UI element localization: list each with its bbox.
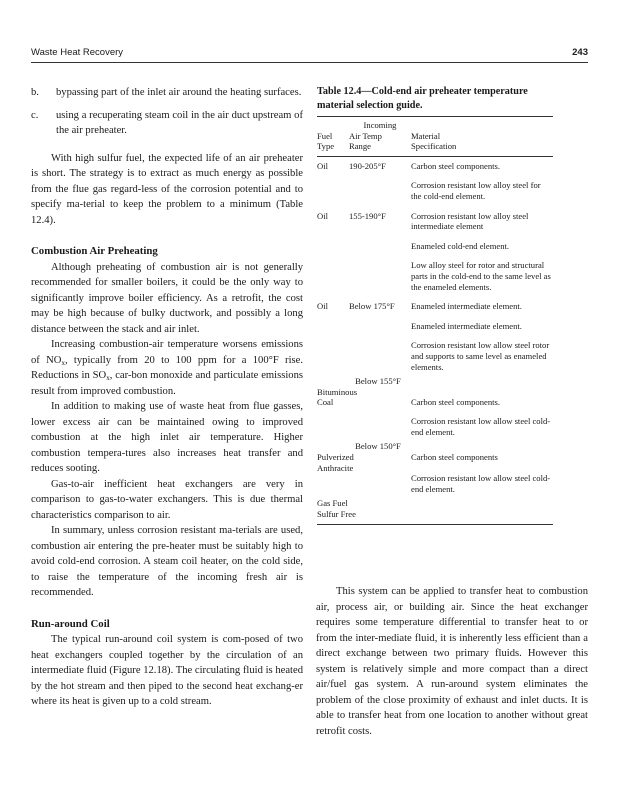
page-number: 243 [572,47,588,58]
left-column [31,85,303,710]
cell-spec: Low alloy steel for rotor and structural parts in the cold-end to the same level as the enameled elements. [411,260,551,292]
running-header [31,47,588,61]
cell-fuel: Oil [317,210,328,221]
cell-spec: Carbon steel components. [411,396,501,407]
table-12-4 [317,85,553,525]
subscript: x [106,374,110,382]
cell-spec: Carbon steel components [411,452,498,463]
header-rule [31,62,588,63]
paragraph: With high sulfur fuel, the expected life of an air preheater is short. The strategy is to extract as much energy as possible from the flue gas regard-less of the corrosion potential and to specify ma-terial to keep the problem to a minimum (Table 12.4). [31,152,303,226]
header-fuel-type: Fuel Type [317,130,335,152]
list-text: bypassing part of the inlet air around the heating surfaces. [56,87,302,98]
text-run: Increasing combustion-air temperature worsens emissions of NO [31,339,303,366]
cell-spec: Enameled intermediate element. [411,301,522,312]
cell-temp: Below 155°F [355,376,401,387]
cell-temp: Below 150°F [355,441,401,452]
cell-spec: Corrosion resistant low allow steel cold-end element. [411,473,551,494]
paragraph: The typical run-around coil system is com-posed of two heat exchangers coupled together by the circulation of an intermediate fluid (Figure 12.18). The circulating fluid is heated by the hot stream and then piped to the second heat exchang-er where its heat is given up to a cold stream. [31,634,303,707]
header-material-spec: Material Specification [411,130,457,152]
list-item [31,108,303,139]
list-text: using a recuperating steam coil in the air duct upstream of the air preheater. [56,109,303,136]
cell-temp: Below 175°F [349,301,395,312]
paragraph-nox [31,337,303,399]
cell-spec: Carbon steel components. [411,160,501,171]
cell-spec: Corrosion resistant low alloy steel for the cold-end element. [411,180,541,201]
running-title: Waste Heat Recovery [31,47,124,58]
cell-fuel: Bituminous Coal [317,386,358,408]
header-air-temp: Incoming Air Temp Range [349,120,397,152]
text-run: , typically from 20 to 100 ppm for a 100°F rise. Reductions in SO [31,354,303,381]
table-bottom-rule [317,524,553,525]
cell-spec: Corrosion resistant low alloy steel intermediate element [411,210,529,232]
paragraph: This system can be applied to transfer heat to combustion air, process air, or building air. Since the heat exchanger requires some temperature differential to transfer heat to or from the inter-mediate fluid, it is inherently less efficient than a direct exchange between two primary fluids. However this system is relatively simple and more compact than a direct air/fuel gas system. A run-around system eliminates the problem of the close proximity of exhaust and inlet ducts. It is able to transfer heat from one location to another without great retrofit costs. [316,586,588,737]
section-heading-combustion-air: Combustion Air Preheating [31,245,158,257]
paragraph: Gas-to-air inefficient heat exchangers are very in comparison to gas-to-water exchangers. This is due thermal characteristics comparison to air. [31,478,303,521]
paragraph: In addition to making use of waste heat from flue gasses, lower excess air can be maintained owing to improved combustion at the high inlet air temperature. Higher combustion tempera-tures also increases heat transfer and reduces sooting. [31,401,303,474]
cell-temp: 190-205°F [349,160,386,171]
table-title: Table 12.4—Cold-end air preheater temperature material selection guide. [317,86,528,111]
cell-spec: Corrosion resistant low allow steel rotor and supports to same level as enameled elements. [411,340,550,372]
list-marker: b. [31,87,39,98]
subscript: x [61,358,65,367]
paragraph: Although preheating of combustion air is not generally recommended for smaller boilers, it could be the only way to significantly improve boiler efficiency. As a retrofit, the cost may be high because of bulky ductwork, and possibly a long distance between the stack and air inlet. [31,261,303,335]
text-run: , car-bon monoxide and particulate emissions result from improved combustion. [31,370,304,397]
list-item [31,85,303,101]
section-heading-run-around-coil: Run-around Coil [31,617,110,630]
cell-temp: 155-190°F [349,210,386,221]
table-body [317,157,553,524]
cell-fuel: Oil [317,301,328,312]
cell-spec: Enameled cold-end element. [411,240,510,251]
list-marker: c. [31,109,39,121]
table-grid [317,117,553,156]
cell-fuel: Gas Fuel Sulfur Free [317,498,356,520]
paragraph: In summary, unless corrosion resistant ma-terials are used, combustion air entering the pre-heater must be suitably high to avoid cold-end corrosion. A steam coil heater, on the cold side, to raise the temperature of the incoming fresh air is recommended. [31,525,303,598]
cell-spec: Enameled intermediate element. [411,320,522,331]
cell-fuel: Oil [317,160,328,171]
right-column-text [316,584,588,739]
cell-fuel: Pulverized Anthracite [317,452,354,473]
cell-spec: Corrosion resistant low allow steel cold-end element. [411,416,551,437]
